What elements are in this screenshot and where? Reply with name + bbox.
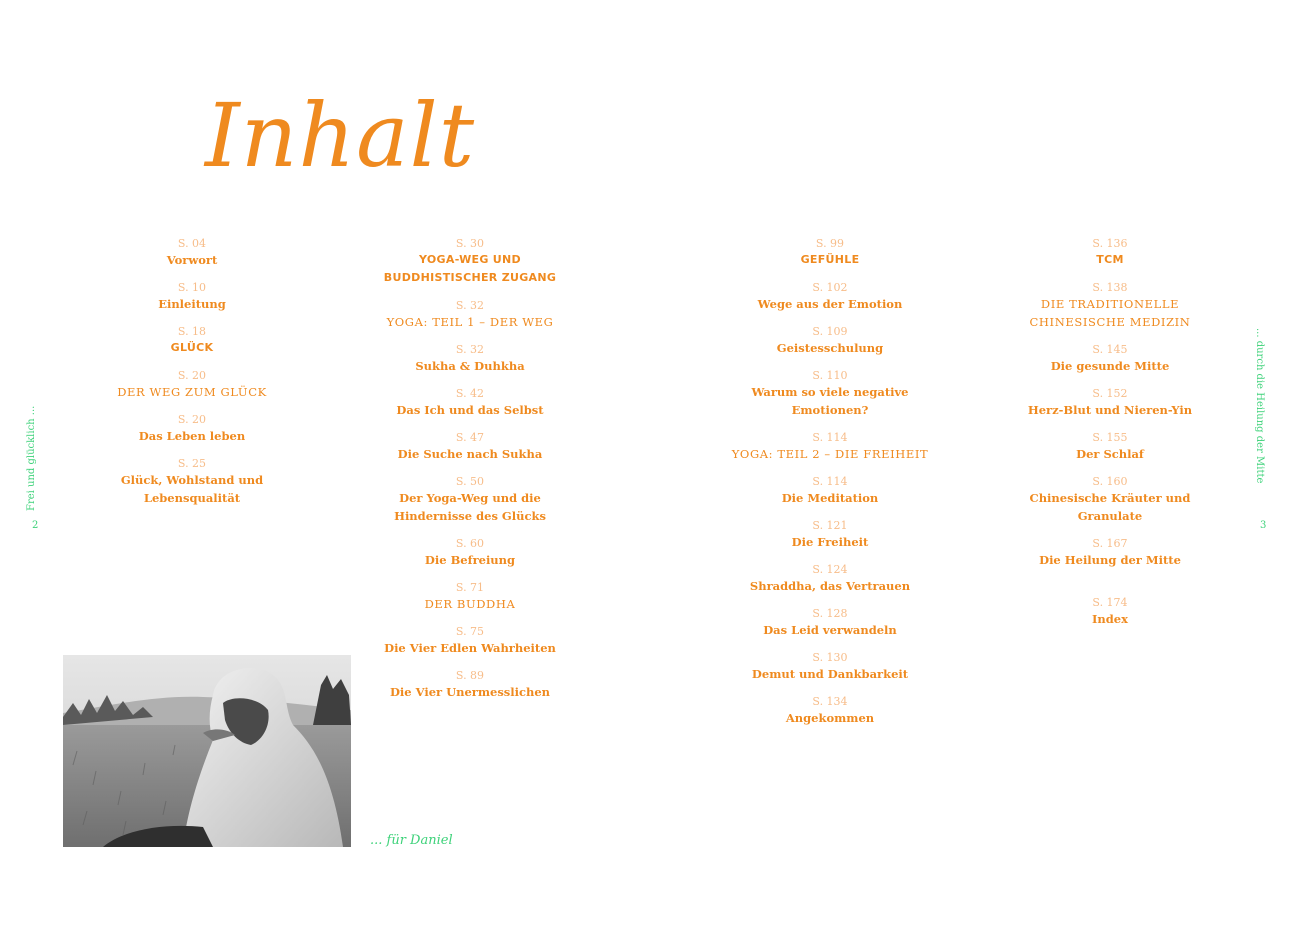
- toc-page-ref: S. 99: [815, 237, 845, 250]
- toc-page-ref: S. 114: [812, 475, 848, 488]
- toc-page-ref: S. 71: [455, 581, 485, 594]
- toc-column-2: [360, 236, 580, 712]
- toc-page-ref: S. 128: [812, 607, 848, 620]
- toc-entry[interactable]: [720, 694, 940, 727]
- toc-entry[interactable]: [86, 280, 298, 313]
- running-head-text: ... durch die Heilung der Mitte: [1254, 328, 1265, 484]
- toc-chapter-label: YOGA-WEG UND BUDDHISTISCHER ZUGANG: [383, 253, 557, 284]
- right-running-head: [1254, 328, 1274, 538]
- toc-entry[interactable]: [720, 236, 940, 269]
- toc-page-ref: S. 42: [455, 387, 485, 400]
- toc-entry[interactable]: [1000, 236, 1220, 269]
- toc-entry[interactable]: [360, 386, 580, 419]
- toc-label: Demut und Dankbarkeit: [751, 667, 909, 681]
- toc-page-ref: S. 130: [812, 651, 848, 664]
- toc-entry[interactable]: [360, 536, 580, 569]
- toc-page-ref: S. 20: [177, 413, 207, 426]
- toc-page-ref: S. 155: [1092, 431, 1128, 444]
- toc-page-ref: S. 10: [177, 281, 207, 294]
- toc-label: Warum so viele negative Emotionen?: [751, 385, 909, 417]
- dedication: ... für Daniel: [370, 833, 453, 848]
- toc-label: Die Meditation: [781, 491, 879, 505]
- toc-label: Chinesische Kräuter und Granulate: [1029, 491, 1191, 523]
- toc-page-ref: S. 102: [812, 281, 848, 294]
- toc-entry[interactable]: [86, 412, 298, 445]
- toc-page-ref: S. 110: [812, 369, 848, 382]
- toc-label: Index: [1092, 612, 1128, 626]
- toc-page-ref: S. 174: [1092, 596, 1128, 609]
- toc-label: Der Schlaf: [1076, 447, 1144, 461]
- toc-page-ref: S. 47: [455, 431, 485, 444]
- toc-entry[interactable]: [720, 368, 940, 419]
- toc-label: Einleitung: [158, 297, 226, 311]
- toc-entry[interactable]: [360, 236, 580, 287]
- toc-entry[interactable]: [360, 342, 580, 375]
- toc-page-ref: S. 30: [455, 237, 485, 250]
- page-title: Inhalt: [205, 84, 476, 187]
- toc-page-ref: S. 167: [1092, 537, 1128, 550]
- toc-label: Die Heilung der Mitte: [1039, 553, 1181, 567]
- toc-entry[interactable]: [1000, 280, 1220, 331]
- toc-page-ref: S. 20: [177, 369, 207, 382]
- toc-label: Das Leben leben: [138, 429, 246, 443]
- toc-page-ref: S. 121: [812, 519, 848, 532]
- toc-label: Die Befreiung: [424, 553, 516, 567]
- toc-entry[interactable]: [1000, 474, 1220, 525]
- toc-chapter-label: GLÜCK: [170, 341, 214, 354]
- toc-section-label: DER WEG ZUM GLÜCK: [117, 385, 267, 399]
- toc-entry[interactable]: [720, 518, 940, 551]
- toc-page-ref: S. 25: [177, 457, 207, 470]
- toc-label: Shraddha, das Vertrauen: [749, 579, 911, 593]
- toc-label: Geistesschulung: [776, 341, 884, 355]
- toc-label: Die gesunde Mitte: [1050, 359, 1170, 373]
- toc-entry[interactable]: [1000, 595, 1220, 628]
- toc-entry[interactable]: [86, 324, 298, 357]
- toc-label: Das Leid verwandeln: [763, 623, 897, 637]
- toc-page-ref: S. 152: [1092, 387, 1128, 400]
- toc-entry[interactable]: [360, 298, 580, 331]
- toc-chapter-label: GEFÜHLE: [800, 253, 860, 266]
- page-number: 3: [1260, 520, 1267, 531]
- toc-page-ref: S. 32: [455, 299, 485, 312]
- toc-entry[interactable]: [1000, 536, 1220, 569]
- toc-entry[interactable]: [360, 430, 580, 463]
- toc-page-ref: S. 04: [177, 237, 207, 250]
- toc-entry[interactable]: [86, 456, 298, 507]
- toc-page-ref: S. 109: [812, 325, 848, 338]
- toc-page-ref: S. 160: [1092, 475, 1128, 488]
- toc-page-ref: S. 124: [812, 563, 848, 576]
- toc-entry[interactable]: [1000, 430, 1220, 463]
- toc-column-3: [720, 236, 940, 738]
- toc-page-ref: S. 114: [812, 431, 848, 444]
- toc-section-label: DIE TRADITIONELLE CHINESISCHE MEDIZIN: [1029, 297, 1191, 329]
- toc-entry[interactable]: [86, 236, 298, 269]
- toc-page-ref: S. 50: [455, 475, 485, 488]
- toc-page-ref: S. 32: [455, 343, 485, 356]
- toc-label: Die Suche nach Sukha: [397, 447, 543, 461]
- toc-entry[interactable]: [360, 668, 580, 701]
- toc-page-ref: S. 138: [1092, 281, 1128, 294]
- toc-label: Die Vier Edlen Wahrheiten: [384, 641, 556, 655]
- toc-entry[interactable]: [720, 562, 940, 595]
- toc-entry[interactable]: [720, 324, 940, 357]
- toc-entry[interactable]: [86, 368, 298, 401]
- person-photo: [63, 655, 351, 847]
- toc-label: Wege aus der Emotion: [757, 297, 903, 311]
- toc-page-ref: S. 60: [455, 537, 485, 550]
- toc-label: Der Yoga-Weg und die Hindernisse des Glücks: [394, 491, 546, 523]
- toc-entry[interactable]: [720, 606, 940, 639]
- toc-entry[interactable]: [360, 580, 580, 613]
- toc-chapter-label: TCM: [1096, 253, 1124, 266]
- toc-entry[interactable]: [720, 474, 940, 507]
- toc-label: Vorwort: [166, 253, 218, 267]
- toc-label: Glück, Wohlstand und Lebensqualität: [120, 473, 264, 505]
- toc-page-ref: S. 134: [812, 695, 848, 708]
- toc-section-label: YOGA: TEIL 2 – DIE FREIHEIT: [731, 447, 929, 461]
- toc-page-ref: S. 136: [1092, 237, 1128, 250]
- toc-label: Angekommen: [785, 711, 875, 725]
- toc-page-ref: S. 75: [455, 625, 485, 638]
- toc-page-ref: S. 89: [455, 669, 485, 682]
- toc-label: Sukha & Duhkha: [415, 359, 525, 373]
- toc-entry[interactable]: [1000, 342, 1220, 375]
- toc-label: Die Freiheit: [791, 535, 869, 549]
- toc-page-ref: S. 18: [177, 325, 207, 338]
- toc-label: Das Ich und das Selbst: [396, 403, 544, 417]
- toc-label: Herz-Blut und Nieren-Yin: [1027, 403, 1193, 417]
- toc-section-label: DER BUDDHA: [424, 597, 516, 611]
- toc-column-4: [1000, 236, 1220, 639]
- running-head-text: Frei und glücklich ...: [26, 405, 37, 511]
- page-number: 2: [32, 520, 39, 531]
- left-running-head: [26, 396, 46, 536]
- toc-entry[interactable]: [360, 474, 580, 525]
- toc-section-label: YOGA: TEIL 1 – DER WEG: [386, 315, 554, 329]
- toc-entry[interactable]: [1000, 386, 1220, 419]
- toc-entry[interactable]: [720, 280, 940, 313]
- toc-label: Die Vier Unermesslichen: [389, 685, 551, 699]
- toc-column-1: [86, 236, 298, 518]
- toc-entry[interactable]: [720, 430, 940, 463]
- toc-entry[interactable]: [720, 650, 940, 683]
- toc-entry[interactable]: [360, 624, 580, 657]
- toc-page-ref: S. 145: [1092, 343, 1128, 356]
